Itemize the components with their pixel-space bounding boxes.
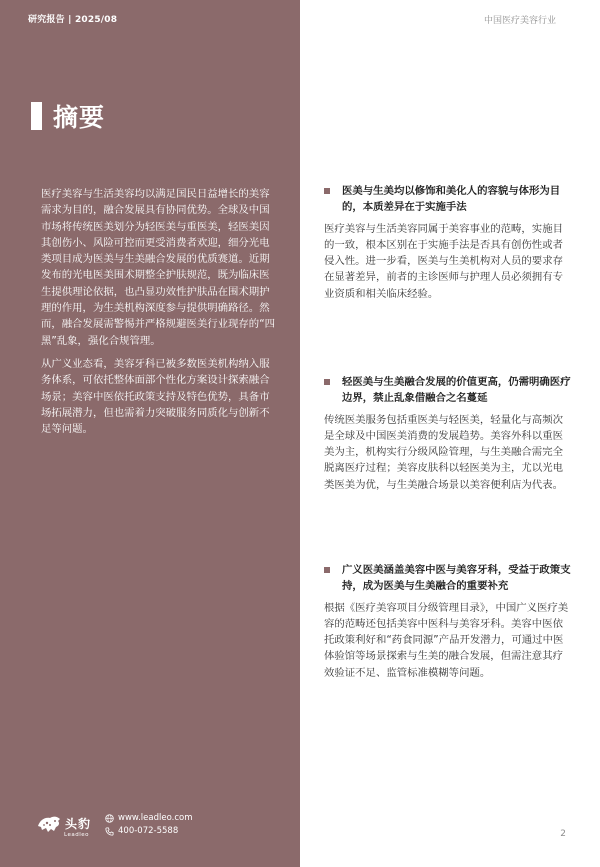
square-bullet-icon bbox=[324, 567, 330, 573]
section-3-body: 根据《医疗美容项目分级管理目录》，中国广义医疗美容的范畴还包括美容中医科与美容牙科。美容中医依托政策利好和“药食同源”产品开发潜力，可通过中医体验馆等场景探索与生美的融合发展，但需注意其疗效验证不足、监管标准模糊等问题。 bbox=[324, 601, 569, 679]
page-number: 2 bbox=[560, 829, 566, 839]
section-3-heading bbox=[324, 562, 572, 595]
website-link[interactable]: www.leadleo.com bbox=[118, 813, 193, 823]
leadleo-logo bbox=[36, 812, 91, 838]
phone-icon bbox=[105, 827, 114, 836]
industry-label: 中国医疗美容行业 bbox=[483, 16, 556, 26]
summary-paragraph-2: 从广义业态看，美容牙科已被多数医美机构纳入服务体系，可依托整体面部个性化方案设计探索融合场景；美容中医依托政策支持及特色优势，具备市场拓展潜力，但也需着力突破服务同质化与创新不足等问题。 bbox=[41, 357, 270, 436]
title-block bbox=[31, 98, 105, 134]
section-2-body: 传统医美服务包括重医美与轻医美，轻量化与高频次是全球及中国医美消费的发展趋势。美容外科以重医美为主，机构实行分级风险管理，与生美融合需完全脱离医疗过程；美容皮肤科以轻医美为主，尤以光电类医美为优，与生美融合场景以美容便利店为代表。 bbox=[324, 413, 563, 491]
square-bullet-icon bbox=[324, 379, 330, 385]
globe-icon bbox=[105, 814, 114, 823]
logo-name: 头豹 bbox=[65, 816, 92, 831]
section-3-title: 广义医美涵盖美容中医与美容牙科，受益于政策支持，成为医美与生美融合的重要补充 bbox=[342, 564, 571, 593]
summary-paragraph-1: 医疗美容与生活美容均以满足国民日益增长的美容需求为目的，融合发展具有协同优势。全球及中国市场将传统医美划分为轻医美与重医美，轻医美因其创伤小、风险可控而更受消费者欢迎，细分光电类项目成为医美与生美融合发展的优质赛道。近期发布的光电医美围术期整全护肤规范，既为临床医生提供理论依据，也凸显功效性护肤品在围术期护理的作用，为生美机构深度参与提供明确路径。然而，融合发展需警惕并严格规避医美行业现存的“四黑”乱象，强化合规管理。 bbox=[41, 188, 275, 347]
section-2-title: 轻医美与生美融合发展的价值更高，仍需明确医疗边界，禁止乱象借融合之名蔓延 bbox=[342, 376, 571, 405]
section-1-title: 医美与生美均以修饰和美化人的容貌与体形为目的，本质差异在于实施手法 bbox=[342, 185, 561, 214]
logo-subtitle: Leadleo bbox=[64, 832, 89, 838]
section-1-body: 医疗美容与生活美容同属于美容事业的范畴，实施目的一致，根本区别在于实施手法是否具有创伤性或者侵入性。进一步看，医美与生美机构对人员的要求存在显著差异，前者的主诊医师与护理人员必须拥有专业资质和相关临床经验。 bbox=[324, 222, 563, 300]
phone-number: 400-072-5588 bbox=[118, 826, 179, 836]
footer bbox=[36, 812, 193, 838]
page-title: 摘要 bbox=[53, 103, 106, 132]
section-1 bbox=[324, 183, 572, 302]
contact-info bbox=[105, 812, 192, 838]
square-bullet-icon bbox=[324, 188, 330, 194]
section-1-heading bbox=[324, 183, 572, 216]
summary-text bbox=[41, 186, 277, 444]
leopard-logo-icon bbox=[36, 812, 62, 834]
section-2 bbox=[324, 374, 572, 493]
section-3 bbox=[324, 562, 572, 681]
report-tag: 研究报告 | 2025/08 bbox=[28, 15, 118, 25]
title-bar-decoration bbox=[31, 102, 42, 130]
section-2-heading bbox=[324, 374, 572, 407]
